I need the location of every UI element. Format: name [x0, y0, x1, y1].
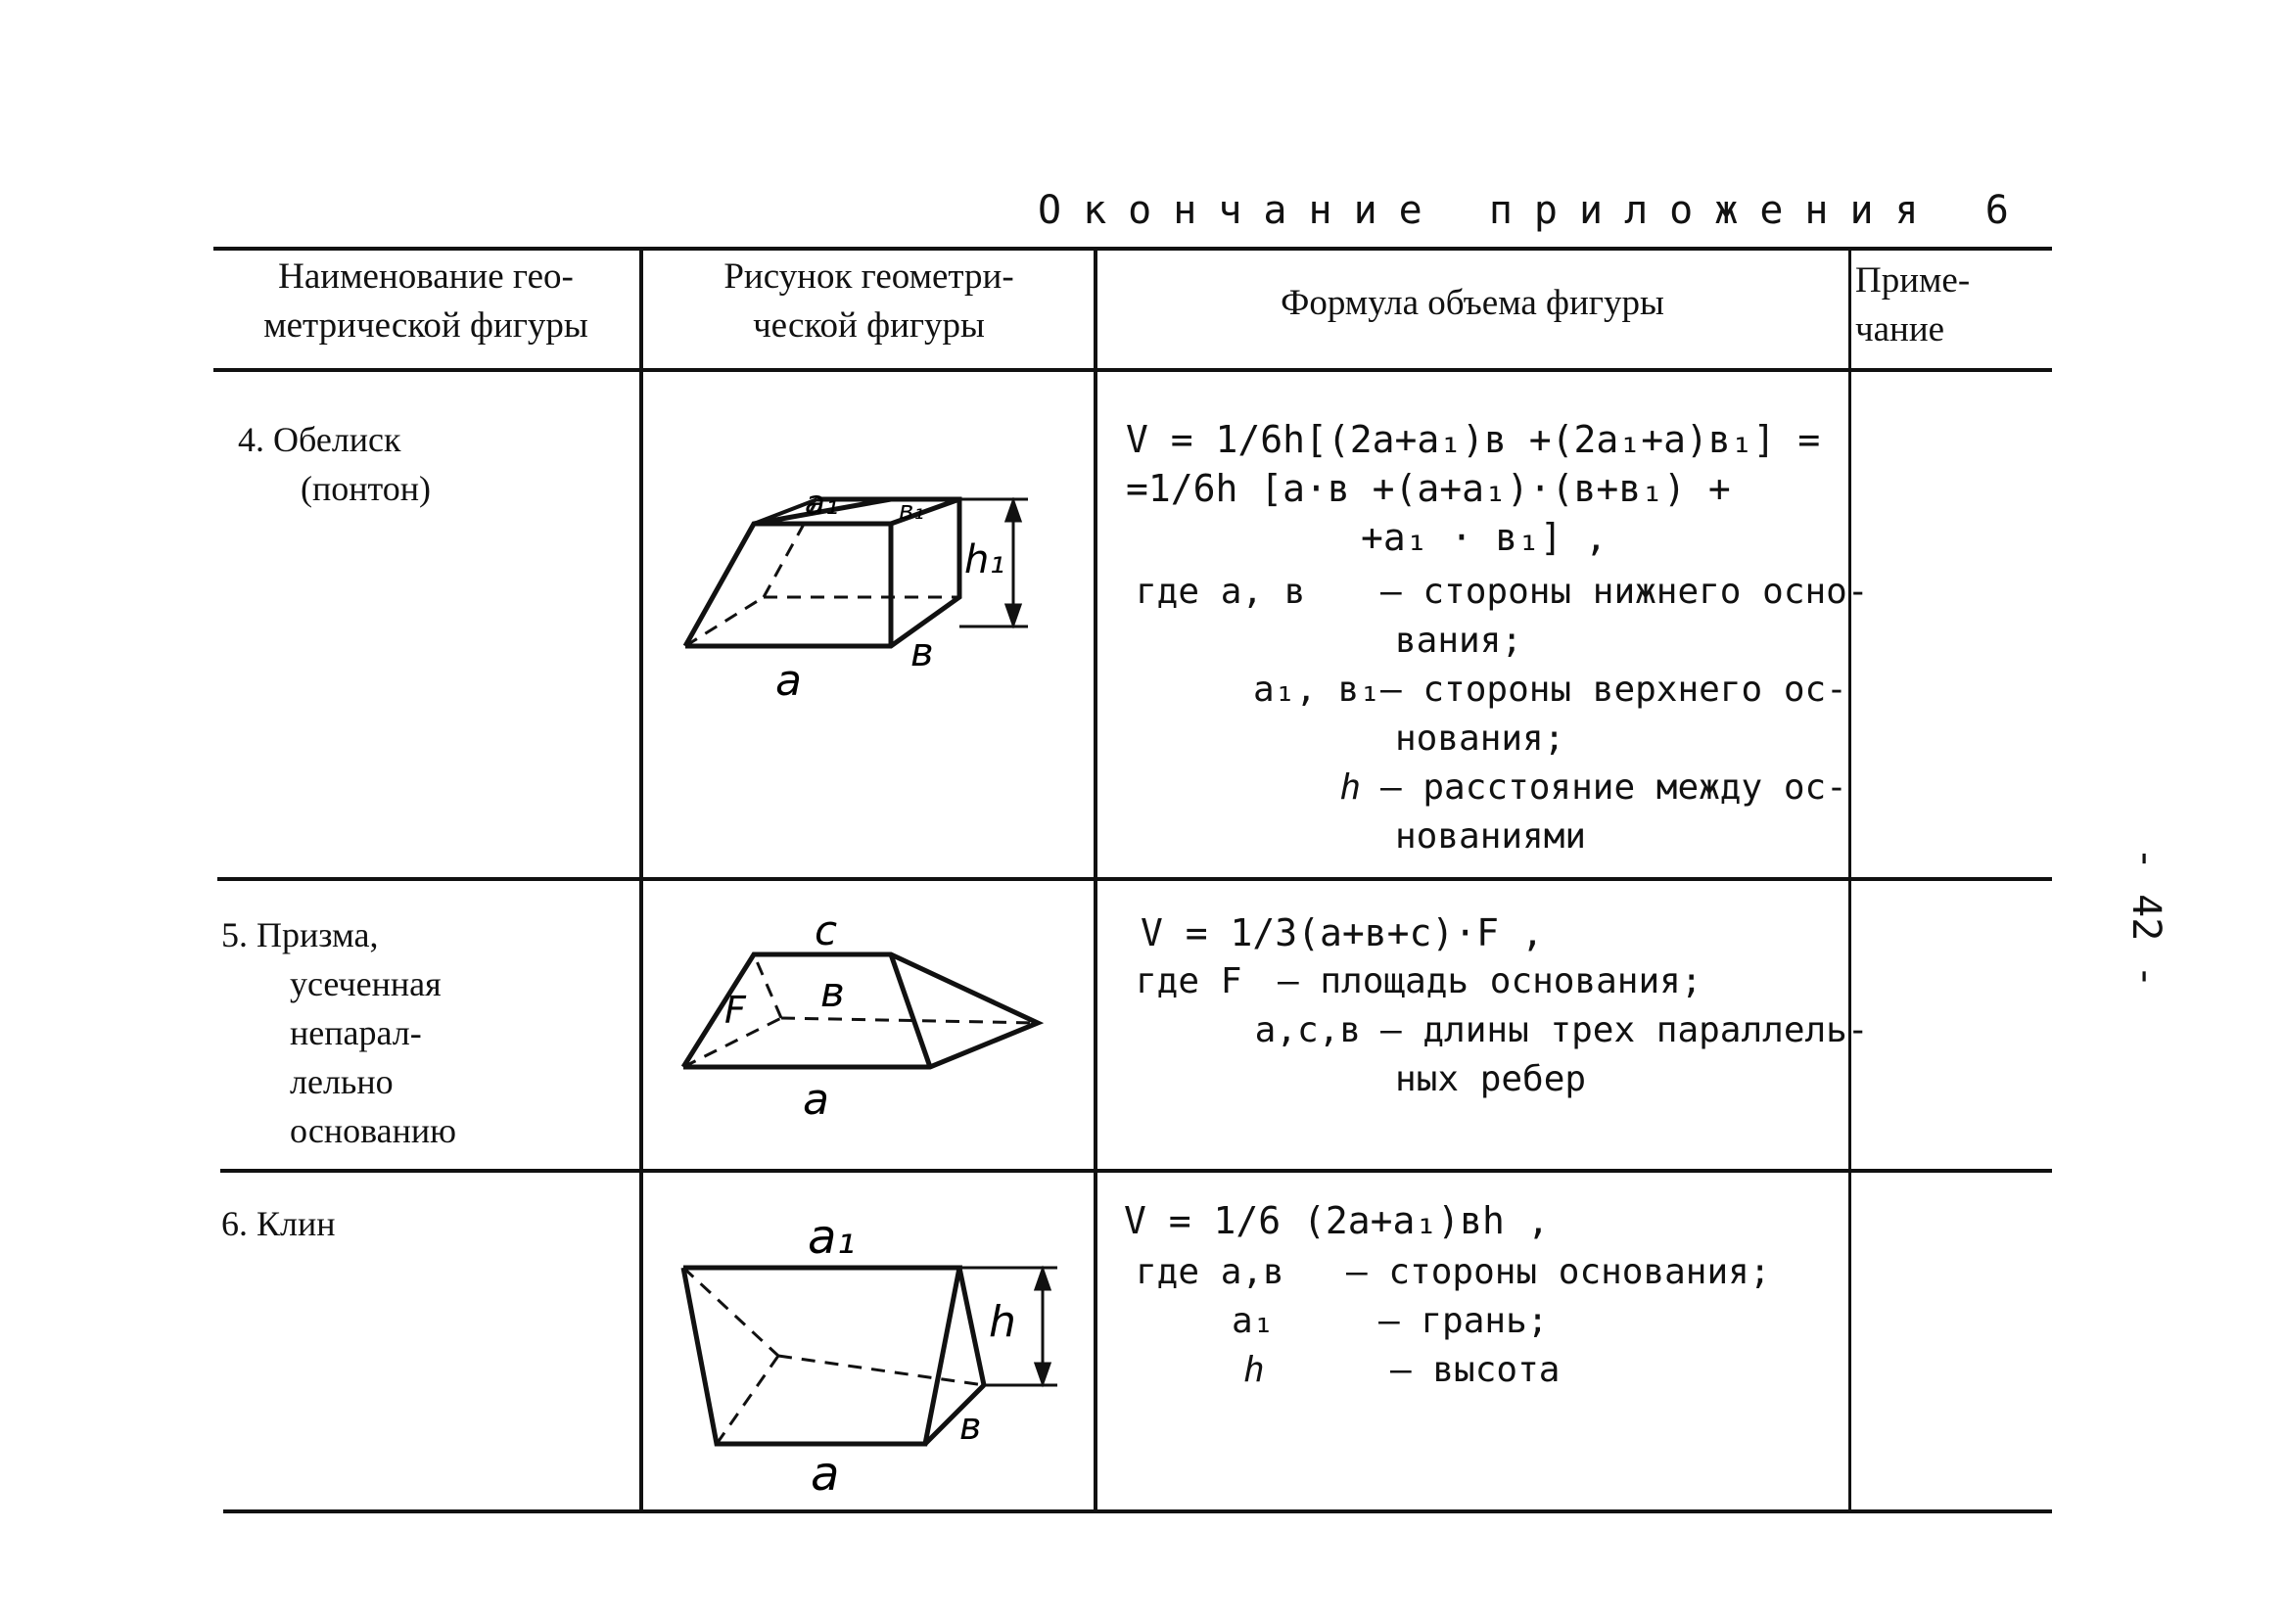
col-divider-2 — [1094, 249, 1097, 1512]
prism-figure — [666, 901, 1077, 1136]
label-a: a — [775, 656, 802, 706]
label-b-wedge: в — [959, 1405, 982, 1448]
table-bottom-rule — [223, 1509, 2052, 1513]
wedge-figure — [666, 1204, 1077, 1498]
header-bottom-rule — [213, 368, 2052, 372]
table-top-rule — [213, 247, 2052, 251]
label-f: F — [724, 989, 746, 1032]
row4-where: где а, в – стороны нижнего осно- вания; a₁, в₁– стороны верхнего ос- нования; h – расстояние между ос- нованиями — [1136, 572, 1869, 857]
label-a-wedge: a — [811, 1447, 840, 1498]
row4-formula: V = 1/6h[(2a+a₁)в +(2a₁+a)в₁] = =1/6h [a·в +(a+a₁)·(в+в₁) + +a₁ · в₁] , — [1126, 418, 1821, 559]
col-divider-1 — [639, 249, 643, 1512]
row4-bottom-rule — [217, 877, 2052, 881]
label-c: c — [815, 906, 838, 954]
header-name: Наименование гео- метрической фигуры — [263, 256, 588, 346]
obelisk-figure — [666, 470, 1077, 715]
row5-where: где F – площадь основания; a,c,в – длины трех параллель- ных ребер — [1136, 961, 1869, 1099]
row5-bottom-rule — [220, 1169, 2052, 1173]
row6-name: 6. Клин — [221, 1204, 336, 1243]
label-a1: a₁ — [805, 484, 839, 523]
label-h1: h₁ — [964, 537, 1005, 582]
header-note: Приме- чание — [1855, 260, 1971, 349]
col-divider-3 — [1848, 249, 1851, 1512]
label-a1-wedge: a₁ — [808, 1210, 856, 1265]
appendix-title: Окончание приложения 6 — [1038, 188, 2030, 233]
label-h-wedge: h — [989, 1297, 1016, 1347]
row6-where: где а,в – стороны основания; a₁ – грань; h – высота — [1136, 1252, 1771, 1390]
header-formula: Формула объема фигуры — [1281, 283, 1664, 323]
row5-formula: V = 1/3(a+в+c)·F , — [1141, 911, 1544, 954]
row6-formula: V = 1/6 (2a+a₁)вh , — [1124, 1199, 1550, 1242]
label-b-prism: в — [820, 968, 845, 1016]
row5-name: 5. Призма, усеченная непарал- лельно основанию — [221, 915, 457, 1150]
label-a-prism: a — [803, 1075, 829, 1125]
row4-name: 4. Обелиск (понтон) — [238, 420, 432, 508]
header-drawing: Рисунок геометри- ческой фигуры — [723, 256, 1014, 346]
page-number: - 42 - — [2123, 847, 2168, 989]
label-b: в — [910, 630, 934, 675]
label-b1: в₁ — [899, 496, 924, 526]
